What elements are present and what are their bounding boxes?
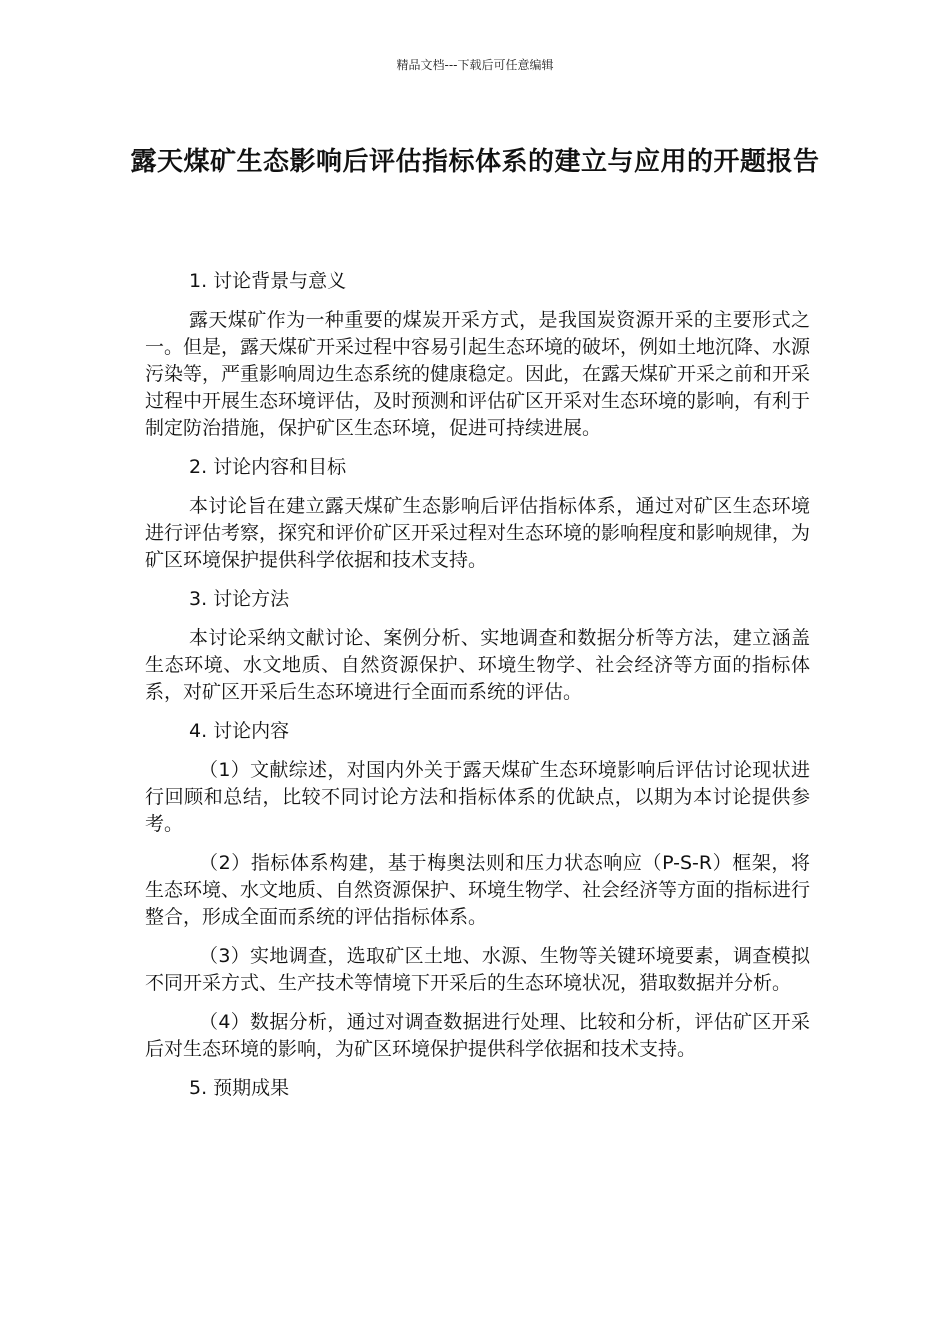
research-item-literature-review: （1）文献综述，对国内外关于露天煤矿生态环境影响后评估讨论现状进行回顾和总结，比较不同讨论方法和指标体系的优缺点，以期为本讨论提供参考。 [145,759,810,835]
research-item-index-system: （2）指标体系构建，基于梅奥法则和压力状态响应（P-S-R）框架，将生态环境、水文地质、自然资源保护、环境生物学、社会经济等方面的指标进行整合，形成全面而系统的评估指标体系。 [145,852,811,928]
paragraph-content-goals: 本讨论旨在建立露天煤矿生态影响后评估指标体系，通过对矿区生态环境进行评估考察，探究和评价矿区开采过程对生态环境的影响程度和影响规律，为矿区环境保护提供科学依据和技术支持。 [145,495,811,571]
section-heading-expected-results: 5. 预期成果 [189,1077,290,1099]
research-item-data-analysis: （4）数据分析，通过对调查数据进行处理、比较和分析，评估矿区开采后对生态环境的影响，为矿区环境保护提供科学依据和技术支持。 [145,1011,810,1060]
document-body [145,268,810,1114]
document-title: 露天煤矿生态影响后评估指标体系的建立与应用的开题报告 [130,147,820,177]
section-heading-background: 1. 讨论背景与意义 [189,270,347,292]
research-item-field-survey: （3）实地调查，选取矿区土地、水源、生物等关键环境要素，调查模拟不同开采方式、生产技术等情境下开采后的生态环境状况，猎取数据并分析。 [145,945,810,994]
section-heading-research-content: 4. 讨论内容 [189,720,290,742]
paragraph-methods: 本讨论采纳文献讨论、案例分析、实地调查和数据分析等方法，建立涵盖生态环境、水文地质、自然资源保护、环境生物学、社会经济等方面的指标体系，对矿区开采后生态环境进行全面而系统的评估。 [145,627,810,703]
section-heading-methods: 3. 讨论方法 [189,588,290,610]
header-note: 精品文档---下载后可任意编辑 [396,58,554,72]
paragraph-background: 露天煤矿作为一种重要的煤炭开采方式，是我国炭资源开采的主要形式之一。但是，露天煤矿开采过程中容易引起生态环境的破坏，例如土地沉降、水源污染等，严重影响周边生态系统的健康稳定。因此，在露天煤矿开采之前和开采过程中开展生态环境评估，及时预测和评估矿区开采对生态环境的影响，有利于制定防治措施，保护矿区生态环境，促进可持续进展。 [145,309,811,439]
section-heading-content-goals: 2. 讨论内容和目标 [189,456,347,478]
